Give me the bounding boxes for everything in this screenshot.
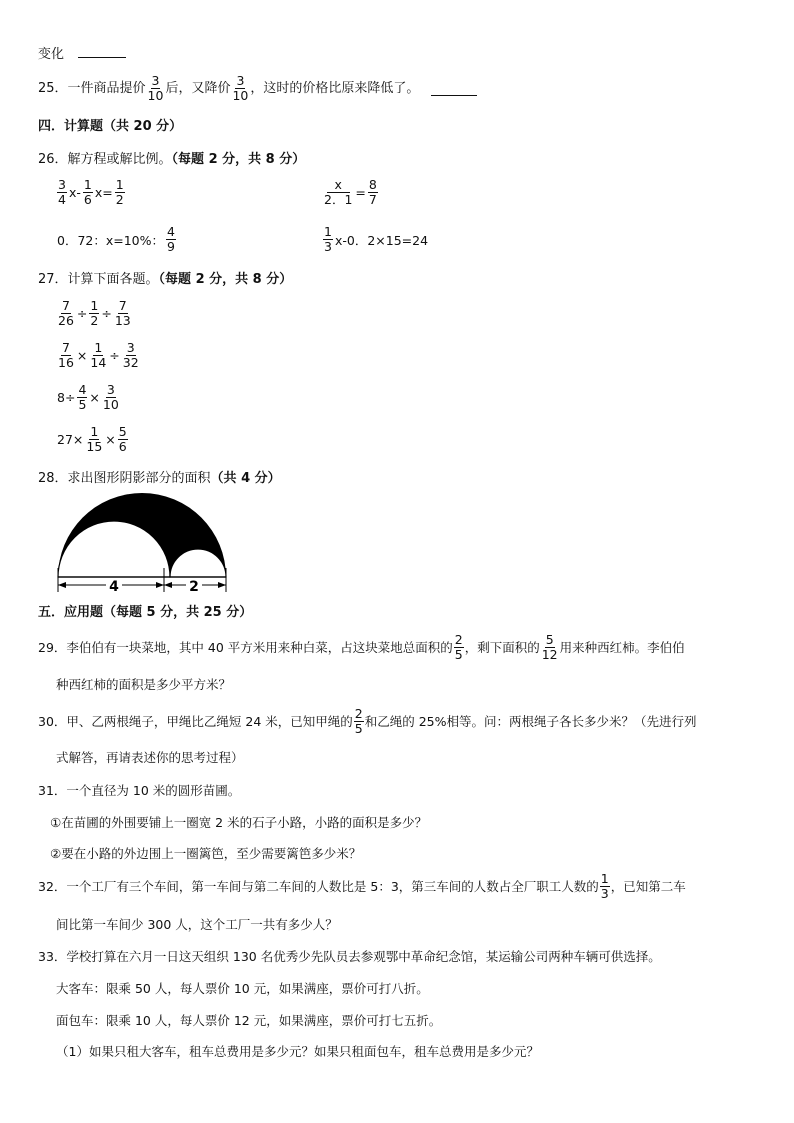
q29-text-a: 29．李伯伯有一块菜地，其中 40 平方米用来种白菜，占这块菜地总面积的: [38, 639, 453, 655]
question-27-heading: [38, 272, 292, 288]
q27e1-fraction-c: $\frac{7}{13}$: [114, 298, 131, 328]
q29-text-b: ，剩下面积的: [464, 639, 540, 655]
q27e1-fraction-a: $\frac{7}{26}$: [58, 298, 74, 328]
q27e2-fraction-a: $\frac{7}{16}$: [58, 340, 74, 370]
question-33-line-1: 33．学校打算在六月一日这天组织 130 名优秀少先队员去参观鄂中革命纪念馆，某运输公司两种车辆可供选择。: [38, 949, 661, 964]
question-33-line-4: （1）如果只租大客车，租车总费用是多少元？如果只租面包车，租车总费用是多少元？: [56, 1044, 539, 1059]
q26-equation-b: [322, 178, 379, 207]
question-31-line-1: 31．一个直径为 10 米的圆形苗圃。: [38, 783, 241, 798]
q27e3-fraction-c: $\frac{3}{10}$: [102, 382, 119, 412]
q29-fraction-1: $\frac{2}{5}$: [454, 632, 463, 662]
q25-fraction-1: $\frac{3}{10}$: [147, 73, 164, 103]
q26a-term-1: x-: [68, 185, 81, 200]
q27e3-fraction-b: $\frac{4}{5}$: [78, 382, 87, 412]
q27e3-lead: 8÷: [57, 390, 76, 405]
q32-text-a: 32．一个工厂有三个车间，第一车间与第二车间的人数比是 5：3，第三车间的人数占全厂职工人数的: [38, 878, 599, 894]
q27e1-operator-2: ÷: [101, 306, 112, 321]
arrowhead-middle-right: [164, 582, 172, 588]
label-left-length: 4: [109, 579, 119, 595]
q27e2-fraction-c: $\frac{3}{32}$: [122, 340, 139, 370]
q25-suffix: ，这时的价格比原来降低了。: [250, 80, 420, 96]
prev-question-tail: [38, 47, 126, 63]
q27e2-operator-1: ×: [76, 348, 88, 363]
q28-note: （共 4 分）: [210, 471, 281, 486]
q27e3-operator-2: ×: [89, 390, 100, 405]
answer-blank: [431, 94, 477, 96]
q26-equation-a: [56, 178, 126, 207]
q26a-fraction-2: $\frac{1}{6}$: [83, 177, 92, 207]
q28-text: 28．求出图形阴影部分的面积: [38, 471, 211, 486]
question-33-line-2: 大客车：限乘 50 人，每人票价 10 元，如果满座，票价可打八折。: [56, 981, 429, 996]
q30-fraction-1: $\frac{2}{5}$: [354, 706, 363, 736]
arrowhead-right: [218, 582, 226, 588]
question-32-line-1: [38, 872, 686, 901]
q26a-fraction-1: $\frac{3}{4}$: [58, 177, 66, 207]
q27-expression-3: [56, 383, 121, 412]
label-right-length: 2: [189, 579, 199, 595]
q29-text-c: 用来种西红柿。李伯伯: [559, 639, 685, 655]
question-25: [38, 74, 477, 103]
q26c-fraction-1: $\frac{4}{9}$: [167, 224, 175, 254]
q32-fraction-1: $\frac{1}{3}$: [600, 871, 609, 901]
section-5-title: 五．应用题（每题 5 分，共 25 分）: [38, 605, 253, 620]
q26b-fraction-1: $\frac{x}{2.1}$: [324, 177, 353, 207]
q27e4-fraction-c: $\frac{5}{6}$: [118, 424, 127, 454]
q27e4-fraction-b: $\frac{1}{15}$: [86, 424, 103, 454]
q27e2-fraction-b: $\frac{1}{14}$: [90, 340, 107, 370]
q26-note: （每题 2 分，共 8 分）: [171, 152, 306, 167]
q30-text-a: 30．甲、乙两根绳子，甲绳比乙绳短 24 米，已知甲绳的: [38, 713, 353, 729]
question-29-line-1: [38, 633, 685, 662]
q27e4-operator-2: ×: [105, 432, 116, 447]
q27e4-lead: 27×: [57, 432, 84, 447]
question-26-heading: [38, 152, 305, 168]
question-31-sub-1: ①在苗圃的外围要铺上一圈宽 2 米的石子小路，小路的面积是多少？: [50, 815, 428, 830]
q27-text: 27．计算下面各题。: [38, 272, 159, 287]
q25-fraction-2: $\frac{3}{10}$: [232, 73, 249, 103]
q26d-term-1: x-0．2×15=24: [334, 232, 429, 248]
question-30-line-1: [38, 707, 696, 736]
q32-text-b: ，已知第二车: [610, 878, 686, 894]
q30-text-b: 和乙绳的 25%相等。问：两根绳子各长多少米？（先进行列: [364, 713, 697, 729]
q26c-term-1: 0．72：x=10%：: [57, 232, 165, 248]
q26b-term-1: =: [355, 185, 366, 200]
q26-text: 26．解方程或解比例。: [38, 152, 172, 167]
q27e1-fraction-b: $\frac{1}{2}$: [90, 298, 99, 328]
arrowhead-middle-left: [156, 582, 164, 588]
q25-mid: 后，又降价: [165, 80, 231, 96]
q27-expression-4: [56, 425, 129, 454]
q26d-fraction-1: $\frac{1}{3}$: [324, 224, 332, 254]
q27e2-operator-2: ÷: [109, 348, 120, 363]
prev-question-tail-text: 变化: [38, 47, 65, 62]
question-31-sub-2: ②要在小路的外边围上一圈篱笆，至少需要篱笆多少米？: [50, 846, 362, 861]
q27-expression-1: [56, 299, 133, 328]
arrowhead-left: [58, 582, 66, 588]
q27-note: （每题 2 分，共 8 分）: [158, 272, 293, 287]
q26b-fraction-2: $\frac{8}{7}$: [368, 177, 377, 207]
shaded-semicircle-figure: [50, 492, 235, 600]
q26-equation-d: [322, 225, 429, 254]
q26-equation-c: [56, 225, 177, 254]
question-28-heading: [38, 471, 281, 487]
q25-prefix: 25．一件商品提价: [38, 80, 146, 96]
q26a-term-2: x=: [94, 185, 113, 200]
question-33-line-3: 面包车：限乘 10 人，每人票价 12 元，如果满座，票价可打七五折。: [56, 1013, 442, 1028]
q27e1-operator-1: ÷: [76, 306, 88, 321]
q29-fraction-2: $\frac{5}{12}$: [541, 632, 558, 662]
q26a-fraction-3: $\frac{1}{2}$: [115, 177, 124, 207]
q27-expression-2: [56, 341, 141, 370]
answer-blank: [78, 56, 126, 58]
question-29-line-2: 种西红柿的面积是多少平方米？: [56, 677, 232, 692]
question-30-line-2: 式解答，再请表述你的思考过程）: [56, 750, 244, 765]
section-4-title: 四．计算题（共 20 分）: [38, 119, 183, 134]
question-32-line-2: 间比第一车间少 300 人，这个工厂一共有多少人？: [56, 917, 338, 932]
